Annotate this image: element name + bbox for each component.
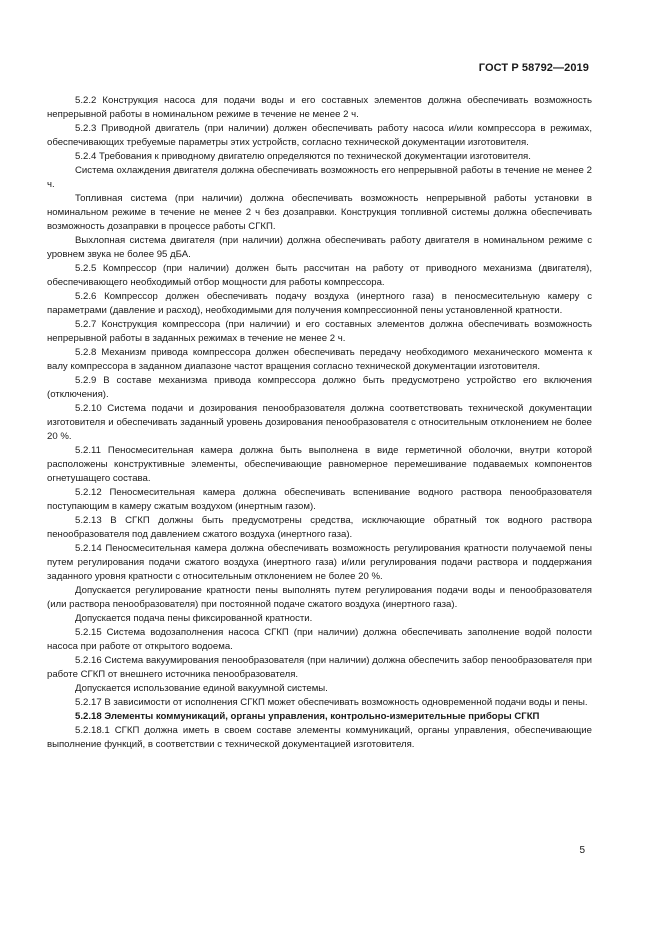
paragraph-fixed-ratio: Допускается подача пены фиксированной кратности. [75, 613, 313, 624]
document-header: ГОСТ Р 58792—2019 [478, 62, 589, 74]
paragraph-cooling-system: Система охлаждения двигателя должна обеспечивать возможность его непрерывной работы в течение не менее 2 ч. [47, 165, 592, 190]
paragraph-5-2-3: 5.2.3 Приводной двигатель (при наличии) должен обеспечивать работу насоса и/или компрессора в режимах, обеспечивающих требуемые параметры этих устройств, согласно технической документации изготовителя. [47, 123, 592, 148]
paragraph-5-2-16: 5.2.16 Система вакуумирования пенообразователя (при наличии) должна обеспечить забор пенообразователя при работе СГКП от внешнего источника пенообразователя. [47, 655, 592, 680]
paragraph-5-2-7: 5.2.7 Конструкция компрессора (при наличии) и его составных элементов должна обеспечивать возможность непрерывной работы в заданных режимах в течение не менее 2 ч. [47, 319, 592, 344]
page-number: 5 [579, 845, 585, 856]
section-heading-5-2-18: 5.2.18 Элементы коммуникаций, органы управления, контрольно-измерительные приборы СГКП [75, 711, 540, 722]
paragraph-5-2-13: 5.2.13 В СГКП должны быть предусмотрены средства, исключающие обратный ток водного раствора пенообразователя под давлением сжатого воздуха (инертного газа). [47, 515, 592, 540]
paragraph-exhaust-system: Выхлопная система двигателя (при наличии) должна обеспечивать работу двигателя в номинальном режиме с уровнем звука не более 95 дБА. [47, 235, 592, 260]
paragraph-5-2-11: 5.2.11 Пеносмесительная камера должна быть выполнена в виде герметичной оболочки, внутри которой расположены конструктивные элементы, обеспечивающие равномерное перемешивание подаваемых компонентов огнетушащего состава. [47, 445, 592, 484]
paragraph-5-2-4: 5.2.4 Требования к приводному двигателю определяются по технической документации изготовителя. [75, 151, 531, 162]
paragraph-5-2-17: 5.2.17 В зависимости от исполнения СГКП может обеспечивать возможность одновременной подачи воды и пены. [75, 697, 588, 708]
paragraph-5-2-15: 5.2.15 Система водозаполнения насоса СГКП (при наличии) должна обеспечивать заполнение водой полости насоса при работе от открытого водоема. [47, 627, 592, 652]
paragraph-single-vacuum: Допускается использование единой вакуумной системы. [75, 683, 328, 694]
paragraph-5-2-18-1: 5.2.18.1 СГКП должна иметь в своем составе элементы коммуникаций, органы управления, обеспечивающие выполнение функций, в соответствии с технической документацией изготовителя. [47, 725, 592, 750]
paragraph-5-2-5: 5.2.5 Компрессор (при наличии) должен быть рассчитан на работу от приводного механизма (двигателя), обеспечивающего необходимый отбор мощности для работы компрессора. [47, 263, 592, 288]
document-body [47, 94, 592, 752]
paragraph-5-2-2: 5.2.2 Конструкция насоса для подачи воды и его составных элементов должна обеспечивать возможность непрерывной работы в номинальном режиме в течение не менее 2 ч. [47, 95, 592, 120]
paragraph-5-2-8: 5.2.8 Механизм привода компрессора должен обеспечивать передачу необходимого механического момента к валу компрессора в заданном диапазоне частот вращения согласно технической документации изготовителя. [47, 347, 592, 372]
paragraph-5-2-6: 5.2.6 Компрессор должен обеспечивать подачу воздуха (инертного газа) в пеносмесительную камеру с параметрами (давление и расход), необходимыми для получения компрессионной пены установленной кратности. [47, 291, 592, 316]
paragraph-5-2-12: 5.2.12 Пеносмесительная камера должна обеспечивать вспенивание водного раствора пенообразователя поступающим в камеру сжатым воздухом (инертным газом). [47, 487, 592, 512]
paragraph-fuel-system: Топливная система (при наличии) должна обеспечивать возможность непрерывной работы установки в номинальном режиме в течение не менее 2 ч без дозаправки. Конструкция топливной системы должна обеспечивать возможность дозаправки в процессе работы СГКП. [47, 193, 592, 232]
paragraph-5-2-14: 5.2.14 Пеносмесительная камера должна обеспечивать возможность регулирования кратности получаемой пены путем регулирования подачи сжатого воздуха (инертного газа) и/или регулирования подачи раствора и поддержания заданного уровня кратности с относительным отклонением не более 20 %. [47, 543, 592, 582]
paragraph-allowed-regulation: Допускается регулирование кратности пены выполнять путем регулирования подачи воды и пенообразователя (или раствора пенообразователя) при постоянной подаче сжатого воздуха (инертного газа). [47, 585, 592, 610]
paragraph-5-2-9: 5.2.9 В составе механизма привода компрессора должно быть предусмотрено устройство его включения (отключения). [47, 375, 592, 400]
paragraph-5-2-10: 5.2.10 Система подачи и дозирования пенообразователя должна соответствовать технической документации изготовителя и обеспечивать заданный уровень дозирования пенообразователя с относительным отклонением не более 20 %. [47, 403, 592, 442]
